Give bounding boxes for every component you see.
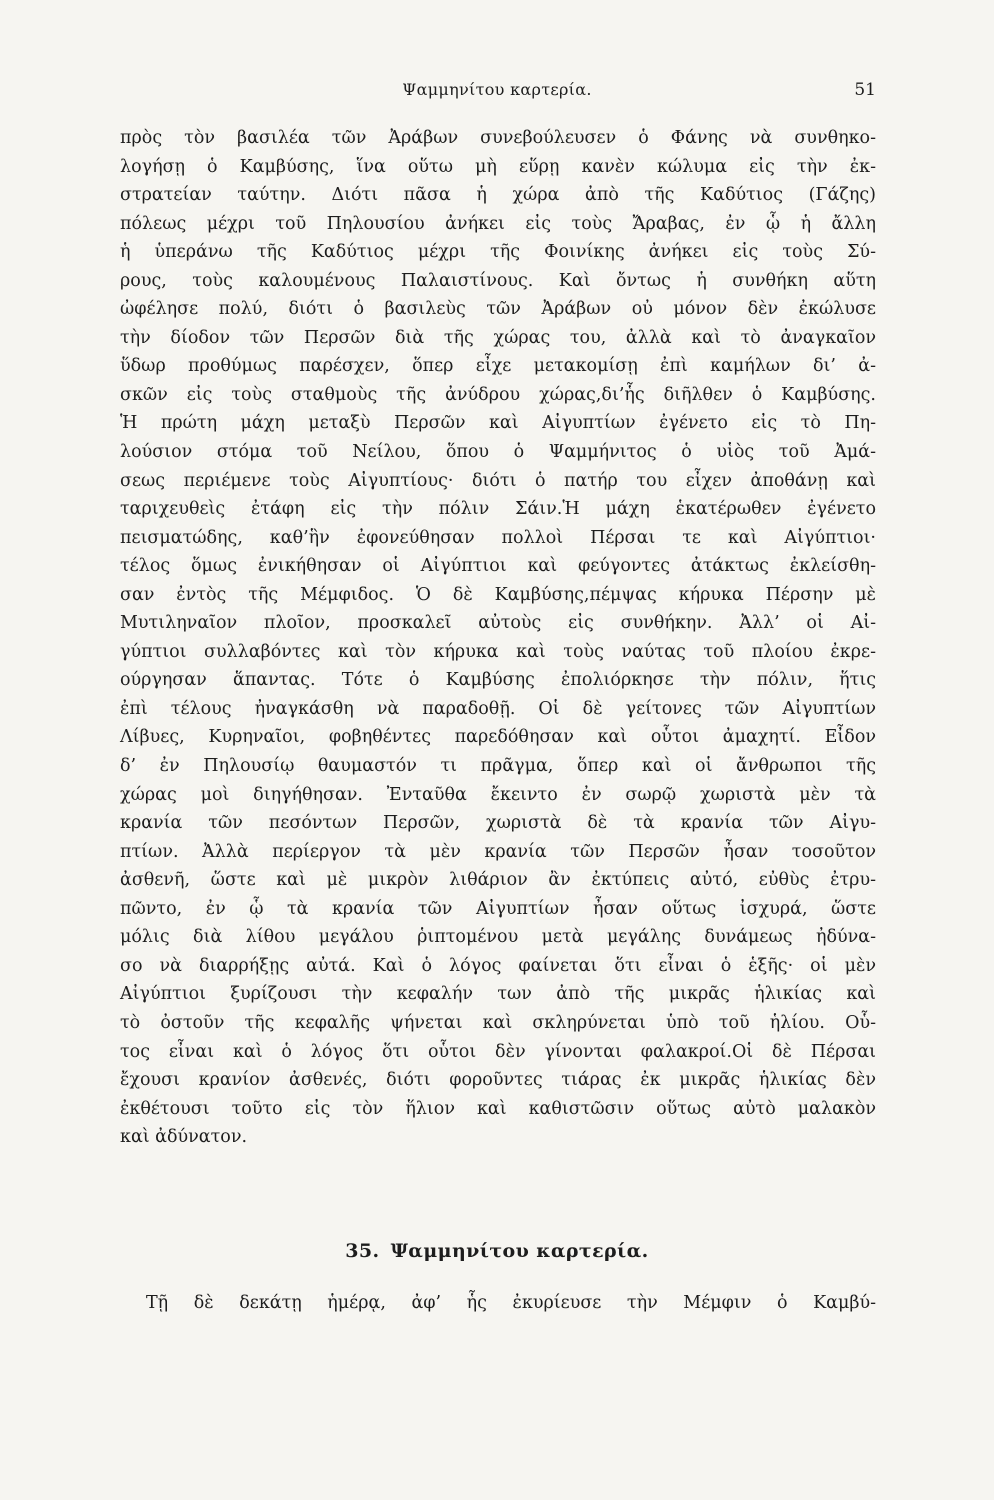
- text-line: ἡ ὑπεράνω τῆς Καδύτιος μέχρι τῆς Φοινίκης ἀνήκει εἰς τοὺς Σύ-: [120, 242, 876, 263]
- text-line: ἐπὶ τέλους ἠναγκάσθη νὰ παραδοθῇ. Οἱ δὲ γείτονες τῶν Αἰγυπτίων: [120, 698, 876, 719]
- section-number: 35.: [345, 1240, 380, 1262]
- text-line: τος εἶναι καὶ ὁ λόγος ὅτι οὗτοι δὲν γίνονται φαλακροί.Οἱ δὲ Πέρσαι: [120, 1041, 876, 1062]
- text-line: τὸ ὀστοῦν τῆς κεφαλῆς ψήνεται καὶ σκληρύνεται ὑπὸ τοῦ ἡλίου. Οὗ-: [120, 1012, 876, 1033]
- text-line: σκῶν εἰς τοὺς σταθμοὺς τῆς ἀνύδρου χώρας,δι’ἧς διῆλθεν ὁ Καμβύσης.: [120, 384, 876, 405]
- text-line: πῶντο, ἐν ᾧ τὰ κρανία τῶν Αἰγυπτίων ἦσαν οὕτως ἰσχυρά, ὥστε: [120, 898, 876, 919]
- section-title: Ψαμμηνίτου καρτερία.: [390, 1240, 649, 1262]
- text-line: ἀσθενῆ, ὥστε καὶ μὲ μικρὸν λιθάριον ἂν ἐκτύπεις αὐτό, εὐθὺς ἐτρυ-: [120, 870, 876, 891]
- text-line: Λίβυες, Κυρηναῖοι, φοβηθέντες παρεδόθησαν καὶ οὗτοι ἀμαχητί. Εἶδον: [120, 727, 876, 748]
- text-line: λογήσῃ ὁ Καμβύσης, ἵνα οὕτω μὴ εὕρῃ κανὲν κώλυμα εἰς τὴν ἐκ-: [120, 156, 876, 177]
- page-number: 51: [854, 80, 876, 100]
- text-line: στρατείαν ταύτην. Διότι πᾶσα ἡ χώρα ἀπὸ τῆς Καδύτιος (Γάζης): [120, 185, 876, 206]
- text-line: πόλεως μέχρι τοῦ Πηλουσίου ἀνήκει εἰς τοὺς Ἄραβας, ἐν ᾧ ἡ ἄλλη: [120, 213, 876, 234]
- text-line: τὴν δίοδον τῶν Περσῶν διὰ τῆς χώρας του, ἀλλὰ καὶ τὸ ἀναγκαῖον: [120, 327, 876, 348]
- text-line: μόλις διὰ λίθου μεγάλου ῥιπτομένου μετὰ μεγάλης δυνάμεως ἠδύνα-: [120, 927, 876, 948]
- text-line: τέλος ὅμως ἐνικήθησαν οἱ Αἰγύπτιοι καὶ φεύγοντες ἀτάκτως ἐκλείσθη-: [120, 556, 876, 577]
- text-line: κρανία τῶν πεσόντων Περσῶν, χωριστὰ δὲ τὰ κρανία τῶν Αἰγυ-: [120, 813, 876, 834]
- text-line: σο νὰ διαρρήξῃς αὐτά. Καὶ ὁ λόγος φαίνεται ὅτι εἶναι ὁ ἑξῆς· οἱ μὲν: [120, 955, 876, 976]
- text-line: ρους, τοὺς καλουμένους Παλαιστίνους. Καὶ ὄντως ἡ συνθήκη αὕτη: [120, 270, 876, 291]
- text-line: σαν ἐντὸς τῆς Μέμφιδος. Ὁ δὲ Καμβύσης,πέμψας κήρυκα Πέρσην μὲ: [120, 584, 876, 605]
- section-first-line: Τῇ δὲ δεκάτῃ ἡμέρᾳ, ἀφ’ ἧς ἐκυρίευσε τὴν Μέμφιν ὁ Καμβύ-: [146, 1293, 876, 1313]
- text-line: ὕδωρ προθύμως παρέσχεν, ὅπερ εἶχε μετακομίσῃ ἐπὶ καμήλων δι’ ἀ-: [120, 356, 876, 377]
- running-title: Ψαμμηνίτου καρτερία.: [402, 80, 592, 99]
- text-line: πτίων. Ἀλλὰ περίεργον τὰ μὲν κρανία τῶν Περσῶν ἦσαν τοσοῦτον: [120, 841, 876, 862]
- section-heading: [0, 1240, 994, 1262]
- text-line: πρὸς τὸν βασιλέα τῶν Ἀράβων συνεβούλευσεν ὁ Φάνης νὰ συνθηκο-: [120, 128, 876, 148]
- text-line: πεισματώδης, καθ’ἣν ἐφονεύθησαν πολλοὶ Πέρσαι τε καὶ Αἰγύπτιοι·: [120, 527, 876, 548]
- text-line: καὶ ἀδύνατον.: [120, 1127, 248, 1148]
- text-line: δ’ ἐν Πηλουσίῳ θαυμαστόν τι πρᾶγμα, ὅπερ καὶ οἱ ἄνθρωποι τῆς: [120, 756, 876, 777]
- text-line: Αἰγύπτιοι ξυρίζουσι τὴν κεφαλήν των ἀπὸ τῆς μικρᾶς ἡλικίας καὶ: [120, 984, 876, 1005]
- text-line: χώρας μοὶ διηγήθησαν. Ἐνταῦθα ἔκειντο ἐν σωρῷ χωριστὰ μὲν τὰ: [120, 784, 876, 805]
- text-line: σεως περιέμενε τοὺς Αἰγυπτίους· διότι ὁ πατήρ του εἶχεν ἀποθάνῃ καὶ: [120, 470, 876, 491]
- text-line: γύπτιοι συλλαβόντες καὶ τὸν κήρυκα καὶ τοὺς ναύτας τοῦ πλοίου ἐκρε-: [120, 641, 876, 662]
- text-line: ἔχουσι κρανίον ἀσθενές, διότι φοροῦντες τιάρας ἐκ μικρᾶς ἡλικίας δὲν: [120, 1070, 876, 1091]
- text-line: Ἡ πρώτη μάχη μεταξὺ Περσῶν καὶ Αἰγυπτίων ἐγένετο εἰς τὸ Πη-: [120, 413, 876, 434]
- text-line: ταριχευθεὶς ἐτάφη εἰς τὴν πόλιν Σάιν.Ἡ μάχη ἑκατέρωθεν ἐγένετο: [120, 499, 876, 520]
- text-line: ὠφέλησε πολύ, διότι ὁ βασιλεὺς τῶν Ἀράβων οὐ μόνον δὲν ἐκώλυσε: [120, 299, 876, 320]
- text-line: ούργησαν ἅπαντας. Τότε ὁ Καμβύσης ἐπολιόρκησε τὴν πόλιν, ἥτις: [120, 670, 876, 691]
- text-line: ἐκθέτουσι τοῦτο εἰς τὸν ἥλιον καὶ καθιστῶσιν οὕτως αὐτὸ μαλακὸν: [120, 1098, 876, 1119]
- body-text: [120, 124, 876, 1152]
- text-line: λούσιον στόμα τοῦ Νείλου, ὅπου ὁ Ψαμμήνιτος ὁ υἱὸς τοῦ Ἀμά-: [120, 442, 876, 463]
- running-head: [0, 78, 994, 104]
- text-line: Μυτιληναῖον πλοῖον, προσκαλεῖ αὐτοὺς εἰς συνθήκην. Ἀλλ’ οἱ Αἰ-: [120, 613, 876, 634]
